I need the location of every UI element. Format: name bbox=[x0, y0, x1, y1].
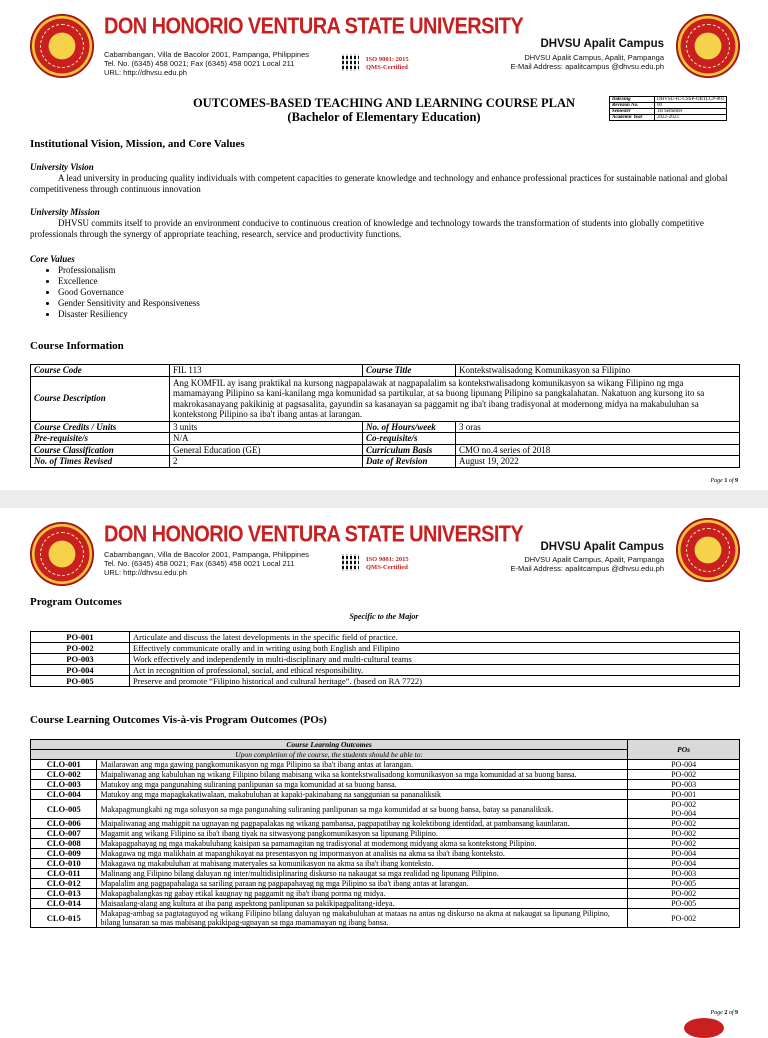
clo-code: CLO-002 bbox=[31, 770, 97, 780]
url-line: URL: http://dhvsu.edu.ph bbox=[104, 68, 187, 77]
hours-week-label: No. of Hours/week bbox=[363, 421, 456, 433]
course-code-label: Course Code bbox=[31, 365, 170, 377]
course-description-value: Ang KOMFIL ay isang praktikal na kursong nagpapalawak at nagpapalalim sa kontekstwalisadong komunikasyon sa wikang Filipino ng mga mamamayang Pilipino sa kani-kanilang mga komunidad sa partikular, at sa buong lipunang Pilipino sa pangkalahatan. Nakatuon ang kursong ito sa makrokasanayang pakikinig at pagsasalita, gayundin sa kasanayan sa paggamit ng iba't ibang tradisyonal at modernong midya na makabuluhan sa kontekstong Pilipino sa iba't ibang antas at larangan. bbox=[170, 376, 740, 421]
clo-pos: PO-005 bbox=[628, 879, 740, 889]
clo-code: CLO-014 bbox=[31, 899, 97, 909]
table-row bbox=[31, 800, 740, 819]
campus-address: DHVSU Apalit Campus, Apalit, Pampanga bbox=[524, 555, 664, 564]
table-row bbox=[31, 643, 740, 654]
po-text: Articulate and discuss the latest developments in the specific field of practice. bbox=[130, 632, 740, 643]
clo-code: CLO-004 bbox=[31, 790, 97, 800]
table-row bbox=[31, 819, 740, 829]
clo-heading: Course Learning Outcomes Vis-à-vis Program Outcomes (POs) bbox=[30, 714, 327, 726]
document-title: OUTCOMES-BASED TEACHING AND LEARNING COURSE PLAN bbox=[192, 96, 576, 110]
classification-label: Course Classification bbox=[31, 444, 170, 456]
university-name: DON HONORIO VENTURA STATE UNIVERSITY bbox=[104, 522, 524, 548]
page-number bbox=[711, 1010, 739, 1016]
doc-control-value: 1st Semester bbox=[655, 109, 727, 115]
table-row bbox=[31, 780, 740, 790]
course-info-table bbox=[30, 364, 740, 468]
clo-text: Matukoy ang mga pangunahing suliraning panlipunan sa mga komunidad at sa buong bansa. bbox=[97, 780, 628, 790]
course-info-heading: Course Information bbox=[30, 340, 124, 352]
clo-text: Makagawa ng makabuluhan at mabisang materyales sa komunikasyon na akma sa iba't ibang konteksto. bbox=[97, 859, 628, 869]
page-num: 2 bbox=[724, 1010, 728, 1016]
po-text: Act in recognition of professional, social, and ethical responsibility. bbox=[130, 665, 740, 676]
vision-text: A lead university in producing quality individuals with competent capacities to generate knowledge and technology and enhance professional practices for sustainable national and global competitiveness through continuous innovation bbox=[30, 173, 728, 194]
po-text: Work effectively and independently in multi-disciplinary and multi-cultural teams bbox=[130, 654, 740, 665]
po-code: PO-003 bbox=[31, 654, 130, 665]
times-revised-value: 2 bbox=[170, 456, 363, 468]
po-code: PO-001 bbox=[31, 632, 130, 643]
clo-pos: PO-002 bbox=[628, 909, 740, 928]
table-row bbox=[31, 770, 740, 780]
campus-name: DHVSU Apalit Campus bbox=[540, 38, 664, 50]
doc-control-label: Indexing bbox=[610, 97, 655, 103]
page-header bbox=[0, 0, 768, 92]
table-row bbox=[31, 760, 740, 770]
clo-pos: PO-004 bbox=[628, 849, 740, 859]
po-code: PO-004 bbox=[31, 665, 130, 676]
clo-text: Matukoy ang mga mapagkakatiwalaan, makabuluhan at kapaki-pakinabang na sanggunian sa pananaliksik bbox=[97, 790, 628, 800]
clo-code: CLO-003 bbox=[31, 780, 97, 790]
specific-to-major: Specific to the Major bbox=[349, 612, 419, 621]
phone-line: Tel. No. (6345) 458 0021; Fax (6345) 458 0021 Local 211 bbox=[104, 559, 295, 568]
url-line: URL: http://dhvsu.edu.ph bbox=[104, 568, 187, 577]
page-num: 1 bbox=[724, 478, 728, 484]
clo-text: Makapagbalangkas ng gabay etikal kaugnay ng paggamit ng iba't ibang porma ng midya. bbox=[97, 889, 628, 899]
clo-pos: PO-002 bbox=[628, 770, 740, 780]
table-row bbox=[31, 909, 740, 928]
iso-label: ISO 9001: 2015 bbox=[366, 556, 409, 563]
table-row bbox=[31, 839, 740, 849]
course-title-label: Course Title bbox=[363, 365, 456, 377]
table-row bbox=[31, 859, 740, 869]
doc-control-value: 2022-2023 bbox=[655, 115, 727, 121]
core-value-item: • Professionalism bbox=[58, 265, 200, 276]
page-prefix: Page bbox=[710, 1010, 725, 1016]
clo-pos: PO-004 bbox=[628, 760, 740, 770]
vision-heading: University Vision bbox=[30, 162, 94, 172]
clo-text: Mapalalim ang pagpapahalaga sa sariling paraan ng pagpapahayag ng mga Pilipino sa iba't ibang antas at larangan. bbox=[97, 879, 628, 889]
clo-pos: PO-003 bbox=[628, 780, 740, 790]
page-of: of bbox=[727, 478, 735, 484]
clo-code: CLO-007 bbox=[31, 829, 97, 839]
clo-subheader: Upon completion of the course, the students should be able to: bbox=[31, 750, 628, 760]
clo-pos: PO-002 PO-004 bbox=[628, 800, 740, 819]
campus-seal-icon bbox=[676, 14, 740, 78]
page-header bbox=[0, 508, 768, 600]
core-value-item: • Disaster Resiliency bbox=[58, 309, 200, 320]
core-values-list bbox=[40, 265, 200, 320]
clo-pos: PO-005 bbox=[628, 899, 740, 909]
doc-control-label: Semester bbox=[610, 109, 655, 115]
address-line: Cabambangan, Villa de Bacolor 2001, Pampanga, Philippines bbox=[104, 550, 310, 559]
clo-text: Makapagmungkahi ng mga solusyon sa mga pangunahing suliraning panlipunan sa mga komunidad at sa buong bansa, batay sa pananaliksik. bbox=[97, 800, 628, 819]
mission-heading: University Mission bbox=[30, 207, 100, 217]
course-credits-label: Course Credits / Units bbox=[31, 421, 170, 433]
clo-code: CLO-010 bbox=[31, 859, 97, 869]
page-total: 9 bbox=[735, 1010, 738, 1016]
core-values-heading: Core Values bbox=[30, 254, 75, 264]
table-row bbox=[31, 889, 740, 899]
core-value-item: • Excellence bbox=[58, 276, 200, 287]
clo-pos: PO-003 bbox=[628, 869, 740, 879]
classification-value: General Education (GE) bbox=[170, 444, 363, 456]
page-total: 9 bbox=[735, 478, 738, 484]
clo-pos: PO-002 bbox=[628, 839, 740, 849]
university-name: DON HONORIO VENTURA STATE UNIVERSITY bbox=[104, 14, 524, 40]
table-row bbox=[31, 790, 740, 800]
clo-code: CLO-001 bbox=[31, 760, 97, 770]
clo-pos: PO-002 bbox=[628, 829, 740, 839]
mission-text: DHVSU commits itself to provide an environment conducive to continuous creation of knowledge and technology towards the transformation of students into globally competitive professionals through the synergy of appropriate teaching, research, service and productivity functions. bbox=[30, 218, 704, 239]
clo-code: CLO-005 bbox=[31, 800, 97, 819]
table-row bbox=[31, 899, 740, 909]
curriculum-basis-value: CMO no.4 series of 2018 bbox=[456, 444, 740, 456]
qms-label: QMS-Certified bbox=[366, 64, 408, 71]
po-code: PO-005 bbox=[31, 676, 130, 687]
prerequisite-label: Pre-requisite/s bbox=[31, 433, 170, 445]
hours-week-value: 3 oras bbox=[456, 421, 740, 433]
table-row bbox=[31, 879, 740, 889]
university-seal-icon bbox=[30, 522, 94, 586]
qr-code-icon bbox=[342, 554, 359, 571]
program-outcomes-heading: Program Outcomes bbox=[30, 596, 122, 608]
course-title-value: Kontekstwalisadong Komunikasyon sa Filipino bbox=[456, 365, 740, 377]
clo-text: Maipaliwanag ang kabuluhan ng wikang Filipino bilang mabisang wika sa kontekstwalisadong komunikasyon sa mga komunidad at sa buong bansa. bbox=[97, 770, 628, 780]
table-row bbox=[31, 676, 740, 687]
next-page-seal-icon bbox=[684, 1018, 724, 1038]
phone-line: Tel. No. (6345) 458 0021; Fax (6345) 458 0021 Local 211 bbox=[104, 59, 295, 68]
prerequisite-value: N/A bbox=[170, 433, 363, 445]
page-separator bbox=[0, 490, 768, 508]
campus-name: DHVSU Apalit Campus bbox=[540, 541, 664, 553]
clo-table bbox=[30, 739, 740, 928]
doc-control-value: 00 bbox=[655, 103, 727, 109]
page-number bbox=[711, 478, 739, 484]
po-text: Preserve and promote “Filipino historical and cultural heritage”. (based on RA 7722) bbox=[130, 676, 740, 687]
clo-text: Makagawa ng mga malikhain at mapanghikayat na presentasyon ng impormasyon at analisis na akma sa iba't ibang konteksto. bbox=[97, 849, 628, 859]
clo-code: CLO-012 bbox=[31, 879, 97, 889]
campus-address: DHVSU Apalit Campus, Apalit, Pampanga bbox=[524, 53, 664, 62]
clo-pos: PO-004 bbox=[628, 859, 740, 869]
clo-text: Maipaliwanag ang mahigpit na ugnayan ng pagpapalakas ng wikang pambansa, pagpapatibay ng kolektibong identidad, at pambansang kaunlaran. bbox=[97, 819, 628, 829]
clo-code: CLO-013 bbox=[31, 889, 97, 899]
clo-pos: PO-001 bbox=[628, 790, 740, 800]
clo-code: CLO-011 bbox=[31, 869, 97, 879]
clo-code: CLO-008 bbox=[31, 839, 97, 849]
revision-date-label: Date of Revision bbox=[363, 456, 456, 468]
corequisite-label: Co-requisite/s bbox=[363, 433, 456, 445]
revision-date-value: August 19, 2022 bbox=[456, 456, 740, 468]
core-value-item: • Gender Sensitivity and Responsiveness bbox=[58, 298, 200, 309]
doc-control-label: Academic Year bbox=[610, 115, 655, 121]
core-value-item: • Good Governance bbox=[58, 287, 200, 298]
clo-pos: PO-002 bbox=[628, 889, 740, 899]
clo-code: CLO-006 bbox=[31, 819, 97, 829]
address-line: Cabambangan, Villa de Bacolor 2001, Pampanga, Philippines bbox=[104, 50, 310, 59]
campus-seal-icon bbox=[676, 518, 740, 582]
course-description-label: Course Description bbox=[31, 376, 170, 421]
table-row bbox=[31, 665, 740, 676]
course-credits-value: 3 units bbox=[170, 421, 363, 433]
document-page-1 bbox=[0, 0, 768, 490]
po-text: Effectively communicate orally and in writing using both English and Filipino bbox=[130, 643, 740, 654]
iso-label: ISO 9001: 2015 bbox=[366, 56, 409, 63]
campus-email: E-Mail Address: apalitcampus @dhvsu.edu.ph bbox=[510, 564, 664, 573]
clo-code: CLO-015 bbox=[31, 909, 97, 928]
clo-text: Mailarawan ang mga gawing pangkomunikasyon ng mga Pilipino sa iba't ibang antas at larangan. bbox=[97, 760, 628, 770]
doc-control-label: Revision No. bbox=[610, 103, 655, 109]
table-row bbox=[31, 829, 740, 839]
clo-header: Course Learning Outcomes bbox=[31, 740, 628, 750]
corequisite-value bbox=[456, 433, 740, 445]
program-outcomes-table bbox=[30, 631, 740, 687]
clo-code: CLO-009 bbox=[31, 849, 97, 859]
table-row bbox=[31, 632, 740, 643]
ivm-heading: Institutional Vision, Mission, and Core Values bbox=[30, 138, 245, 150]
clo-text: Maisaalang-alang ang kultura at iba pang aspektong panlipunan sa pakikipagpalitang-ideya. bbox=[97, 899, 628, 909]
curriculum-basis-label: Curriculum Basis bbox=[363, 444, 456, 456]
clo-text: Makapag-ambag sa pagtataguyod ng wikang Filipino bilang daluyan ng makabuluhan at mataas na antas ng diskurso na akma at nakaugat sa lipunang Pilipino, bilang lunsaran sa mas mabisang pakikipag-ugnayan sa mga mamamayan ng ibang bansa. bbox=[97, 909, 628, 928]
qms-label: QMS-Certified bbox=[366, 564, 408, 571]
doc-control-value: DHVSU-IC-CSSP-OBTLCP-001 bbox=[655, 97, 727, 103]
clo-text: Magamit ang wikang Filipino sa iba't ibang tiyak na sitwasyong pangkomunikasyon sa lipunang Pilipino. bbox=[97, 829, 628, 839]
campus-email: E-Mail Address: apalitcampus @dhvsu.edu.ph bbox=[510, 62, 664, 71]
table-row bbox=[31, 654, 740, 665]
university-seal-icon bbox=[30, 14, 94, 78]
table-row bbox=[31, 849, 740, 859]
times-revised-label: No. of Times Revised bbox=[31, 456, 170, 468]
document-subtitle: (Bachelor of Elementary Education) bbox=[287, 110, 481, 124]
table-row bbox=[31, 869, 740, 879]
pos-header: POs bbox=[628, 740, 740, 760]
document-control-table bbox=[609, 96, 727, 121]
clo-text: Makapagpahayag ng mga makabuluhang kaisipan sa pamamagitan ng tradisyonal at modernong midyang akma sa kontekstong Pilipino. bbox=[97, 839, 628, 849]
clo-pos: PO-002 bbox=[628, 819, 740, 829]
qr-code-icon bbox=[342, 54, 359, 71]
page-prefix: Page bbox=[710, 478, 725, 484]
clo-text: Malinang ang Filipino bilang daluyan ng inter/multidisiplinaring diskurso na nakaugat sa mga realidad ng lipunang Pilipino. bbox=[97, 869, 628, 879]
course-code-value: FIL 113 bbox=[170, 365, 363, 377]
po-code: PO-002 bbox=[31, 643, 130, 654]
page-of: of bbox=[727, 1010, 735, 1016]
